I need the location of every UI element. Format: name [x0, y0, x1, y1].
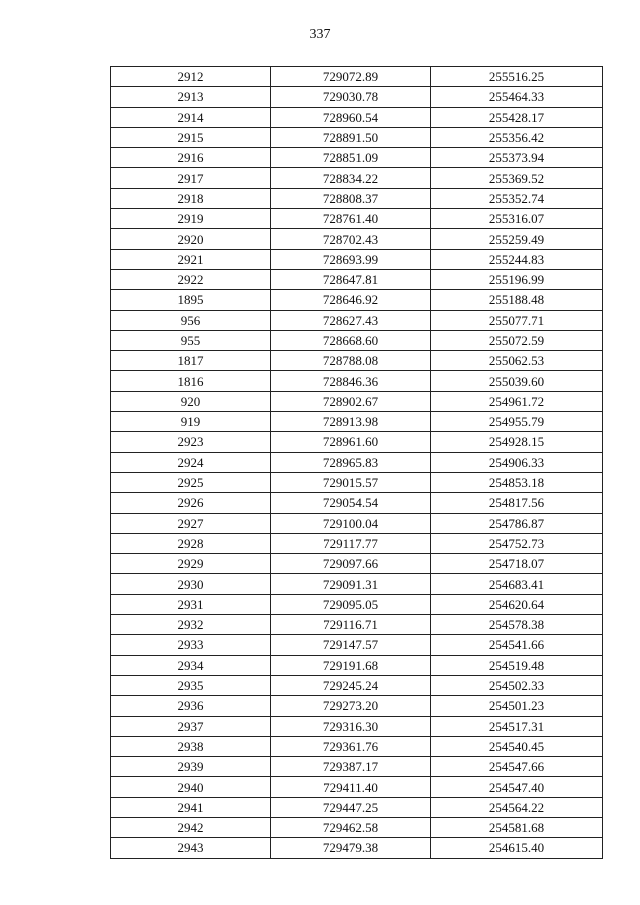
- point-number-cell: 2920: [111, 229, 271, 249]
- point-number-cell: 2923: [111, 432, 271, 452]
- point-number-cell: 1895: [111, 290, 271, 310]
- point-number-cell: 955: [111, 330, 271, 350]
- y-coordinate-cell: 254683.41: [431, 574, 603, 594]
- table-row: [111, 127, 603, 147]
- x-coordinate-cell: 729191.68: [271, 655, 431, 675]
- table-row: [111, 330, 603, 350]
- point-number-cell: 2912: [111, 67, 271, 87]
- table-row: [111, 635, 603, 655]
- table-row: [111, 594, 603, 614]
- point-number-cell: 2935: [111, 675, 271, 695]
- y-coordinate-cell: 255188.48: [431, 290, 603, 310]
- y-coordinate-cell: 255077.71: [431, 310, 603, 330]
- x-coordinate-cell: 728647.81: [271, 269, 431, 289]
- table-row: [111, 371, 603, 391]
- y-coordinate-cell: 255464.33: [431, 87, 603, 107]
- point-number-cell: 2918: [111, 188, 271, 208]
- x-coordinate-cell: 728646.92: [271, 290, 431, 310]
- y-coordinate-cell: 255062.53: [431, 351, 603, 371]
- table-row: [111, 777, 603, 797]
- table-row: [111, 391, 603, 411]
- y-coordinate-cell: 254853.18: [431, 472, 603, 492]
- table-row: [111, 757, 603, 777]
- x-coordinate-cell: 728960.54: [271, 107, 431, 127]
- point-number-cell: 956: [111, 310, 271, 330]
- coordinates-table: [110, 66, 603, 859]
- x-coordinate-cell: 728808.37: [271, 188, 431, 208]
- y-coordinate-cell: 254541.66: [431, 635, 603, 655]
- point-number-cell: 2927: [111, 513, 271, 533]
- point-number-cell: 2936: [111, 696, 271, 716]
- table-row: [111, 168, 603, 188]
- y-coordinate-cell: 254501.23: [431, 696, 603, 716]
- point-number-cell: 2916: [111, 148, 271, 168]
- table-row: [111, 432, 603, 452]
- table-row: [111, 148, 603, 168]
- y-coordinate-cell: 254502.33: [431, 675, 603, 695]
- y-coordinate-cell: 254540.45: [431, 736, 603, 756]
- y-coordinate-cell: 254547.40: [431, 777, 603, 797]
- x-coordinate-cell: 729147.57: [271, 635, 431, 655]
- point-number-cell: 2915: [111, 127, 271, 147]
- point-number-cell: 2924: [111, 452, 271, 472]
- point-number-cell: 1817: [111, 351, 271, 371]
- x-coordinate-cell: 728846.36: [271, 371, 431, 391]
- table-row: [111, 209, 603, 229]
- point-number-cell: 1816: [111, 371, 271, 391]
- table-row: [111, 493, 603, 513]
- x-coordinate-cell: 729030.78: [271, 87, 431, 107]
- x-coordinate-cell: 729054.54: [271, 493, 431, 513]
- table-row: [111, 696, 603, 716]
- table-row: [111, 574, 603, 594]
- y-coordinate-cell: 255316.07: [431, 209, 603, 229]
- table-row: [111, 351, 603, 371]
- point-number-cell: 2922: [111, 269, 271, 289]
- x-coordinate-cell: 728965.83: [271, 452, 431, 472]
- table-row: [111, 452, 603, 472]
- y-coordinate-cell: 254955.79: [431, 412, 603, 432]
- table-row: [111, 412, 603, 432]
- table-row: [111, 655, 603, 675]
- table-row: [111, 838, 603, 858]
- point-number-cell: 2934: [111, 655, 271, 675]
- y-coordinate-cell: 254517.31: [431, 716, 603, 736]
- table-row: [111, 310, 603, 330]
- y-coordinate-cell: 254620.64: [431, 594, 603, 614]
- x-coordinate-cell: 729116.71: [271, 615, 431, 635]
- y-coordinate-cell: 255244.83: [431, 249, 603, 269]
- table-row: [111, 736, 603, 756]
- table-row: [111, 554, 603, 574]
- point-number-cell: 2929: [111, 554, 271, 574]
- point-number-cell: 919: [111, 412, 271, 432]
- point-number-cell: 2930: [111, 574, 271, 594]
- y-coordinate-cell: 254547.66: [431, 757, 603, 777]
- y-coordinate-cell: 254578.38: [431, 615, 603, 635]
- x-coordinate-cell: 729316.30: [271, 716, 431, 736]
- point-number-cell: 2914: [111, 107, 271, 127]
- x-coordinate-cell: 729361.76: [271, 736, 431, 756]
- table-row: [111, 817, 603, 837]
- y-coordinate-cell: 255352.74: [431, 188, 603, 208]
- x-coordinate-cell: 729273.20: [271, 696, 431, 716]
- y-coordinate-cell: 255373.94: [431, 148, 603, 168]
- x-coordinate-cell: 729479.38: [271, 838, 431, 858]
- table-row: [111, 249, 603, 269]
- point-number-cell: 2940: [111, 777, 271, 797]
- x-coordinate-cell: 728902.67: [271, 391, 431, 411]
- table-row: [111, 67, 603, 87]
- x-coordinate-cell: 729411.40: [271, 777, 431, 797]
- table-row: [111, 716, 603, 736]
- x-coordinate-cell: 728693.99: [271, 249, 431, 269]
- x-coordinate-cell: 728891.50: [271, 127, 431, 147]
- point-number-cell: 2926: [111, 493, 271, 513]
- y-coordinate-cell: 255516.25: [431, 67, 603, 87]
- y-coordinate-cell: 254928.15: [431, 432, 603, 452]
- table-row: [111, 615, 603, 635]
- x-coordinate-cell: 728668.60: [271, 330, 431, 350]
- table-row: [111, 188, 603, 208]
- table-row: [111, 87, 603, 107]
- table-row: [111, 513, 603, 533]
- point-number-cell: 2939: [111, 757, 271, 777]
- table-row: [111, 269, 603, 289]
- x-coordinate-cell: 728834.22: [271, 168, 431, 188]
- table-row: [111, 107, 603, 127]
- page-number: 337: [309, 27, 331, 42]
- x-coordinate-cell: 729117.77: [271, 533, 431, 553]
- x-coordinate-cell: 729095.05: [271, 594, 431, 614]
- point-number-cell: 2928: [111, 533, 271, 553]
- point-number-cell: 2931: [111, 594, 271, 614]
- x-coordinate-cell: 728702.43: [271, 229, 431, 249]
- table-row: [111, 533, 603, 553]
- y-coordinate-cell: 254564.22: [431, 797, 603, 817]
- x-coordinate-cell: 729091.31: [271, 574, 431, 594]
- point-number-cell: 2917: [111, 168, 271, 188]
- point-number-cell: 920: [111, 391, 271, 411]
- y-coordinate-cell: 254581.68: [431, 817, 603, 837]
- x-coordinate-cell: 729387.17: [271, 757, 431, 777]
- table-row: [111, 797, 603, 817]
- point-number-cell: 2942: [111, 817, 271, 837]
- y-coordinate-cell: 255196.99: [431, 269, 603, 289]
- y-coordinate-cell: 254906.33: [431, 452, 603, 472]
- point-number-cell: 2938: [111, 736, 271, 756]
- x-coordinate-cell: 728913.98: [271, 412, 431, 432]
- y-coordinate-cell: 255356.42: [431, 127, 603, 147]
- coordinates-table-body: [111, 67, 603, 859]
- table-row: [111, 675, 603, 695]
- y-coordinate-cell: 255039.60: [431, 371, 603, 391]
- y-coordinate-cell: 254817.56: [431, 493, 603, 513]
- point-number-cell: 2941: [111, 797, 271, 817]
- point-number-cell: 2937: [111, 716, 271, 736]
- y-coordinate-cell: 255369.52: [431, 168, 603, 188]
- y-coordinate-cell: 254718.07: [431, 554, 603, 574]
- point-number-cell: 2925: [111, 472, 271, 492]
- x-coordinate-cell: 728627.43: [271, 310, 431, 330]
- x-coordinate-cell: 729015.57: [271, 472, 431, 492]
- x-coordinate-cell: 728788.08: [271, 351, 431, 371]
- point-number-cell: 2919: [111, 209, 271, 229]
- x-coordinate-cell: 729097.66: [271, 554, 431, 574]
- y-coordinate-cell: 254519.48: [431, 655, 603, 675]
- x-coordinate-cell: 729447.25: [271, 797, 431, 817]
- x-coordinate-cell: 729245.24: [271, 675, 431, 695]
- x-coordinate-cell: 729462.58: [271, 817, 431, 837]
- y-coordinate-cell: 254786.87: [431, 513, 603, 533]
- x-coordinate-cell: 729100.04: [271, 513, 431, 533]
- point-number-cell: 2943: [111, 838, 271, 858]
- table-row: [111, 472, 603, 492]
- point-number-cell: 2921: [111, 249, 271, 269]
- x-coordinate-cell: 728851.09: [271, 148, 431, 168]
- table-row: [111, 229, 603, 249]
- y-coordinate-cell: 254752.73: [431, 533, 603, 553]
- y-coordinate-cell: 254615.40: [431, 838, 603, 858]
- point-number-cell: 2932: [111, 615, 271, 635]
- y-coordinate-cell: 255072.59: [431, 330, 603, 350]
- y-coordinate-cell: 254961.72: [431, 391, 603, 411]
- y-coordinate-cell: 255259.49: [431, 229, 603, 249]
- point-number-cell: 2913: [111, 87, 271, 107]
- x-coordinate-cell: 728961.60: [271, 432, 431, 452]
- table-row: [111, 290, 603, 310]
- x-coordinate-cell: 729072.89: [271, 67, 431, 87]
- y-coordinate-cell: 255428.17: [431, 107, 603, 127]
- x-coordinate-cell: 728761.40: [271, 209, 431, 229]
- point-number-cell: 2933: [111, 635, 271, 655]
